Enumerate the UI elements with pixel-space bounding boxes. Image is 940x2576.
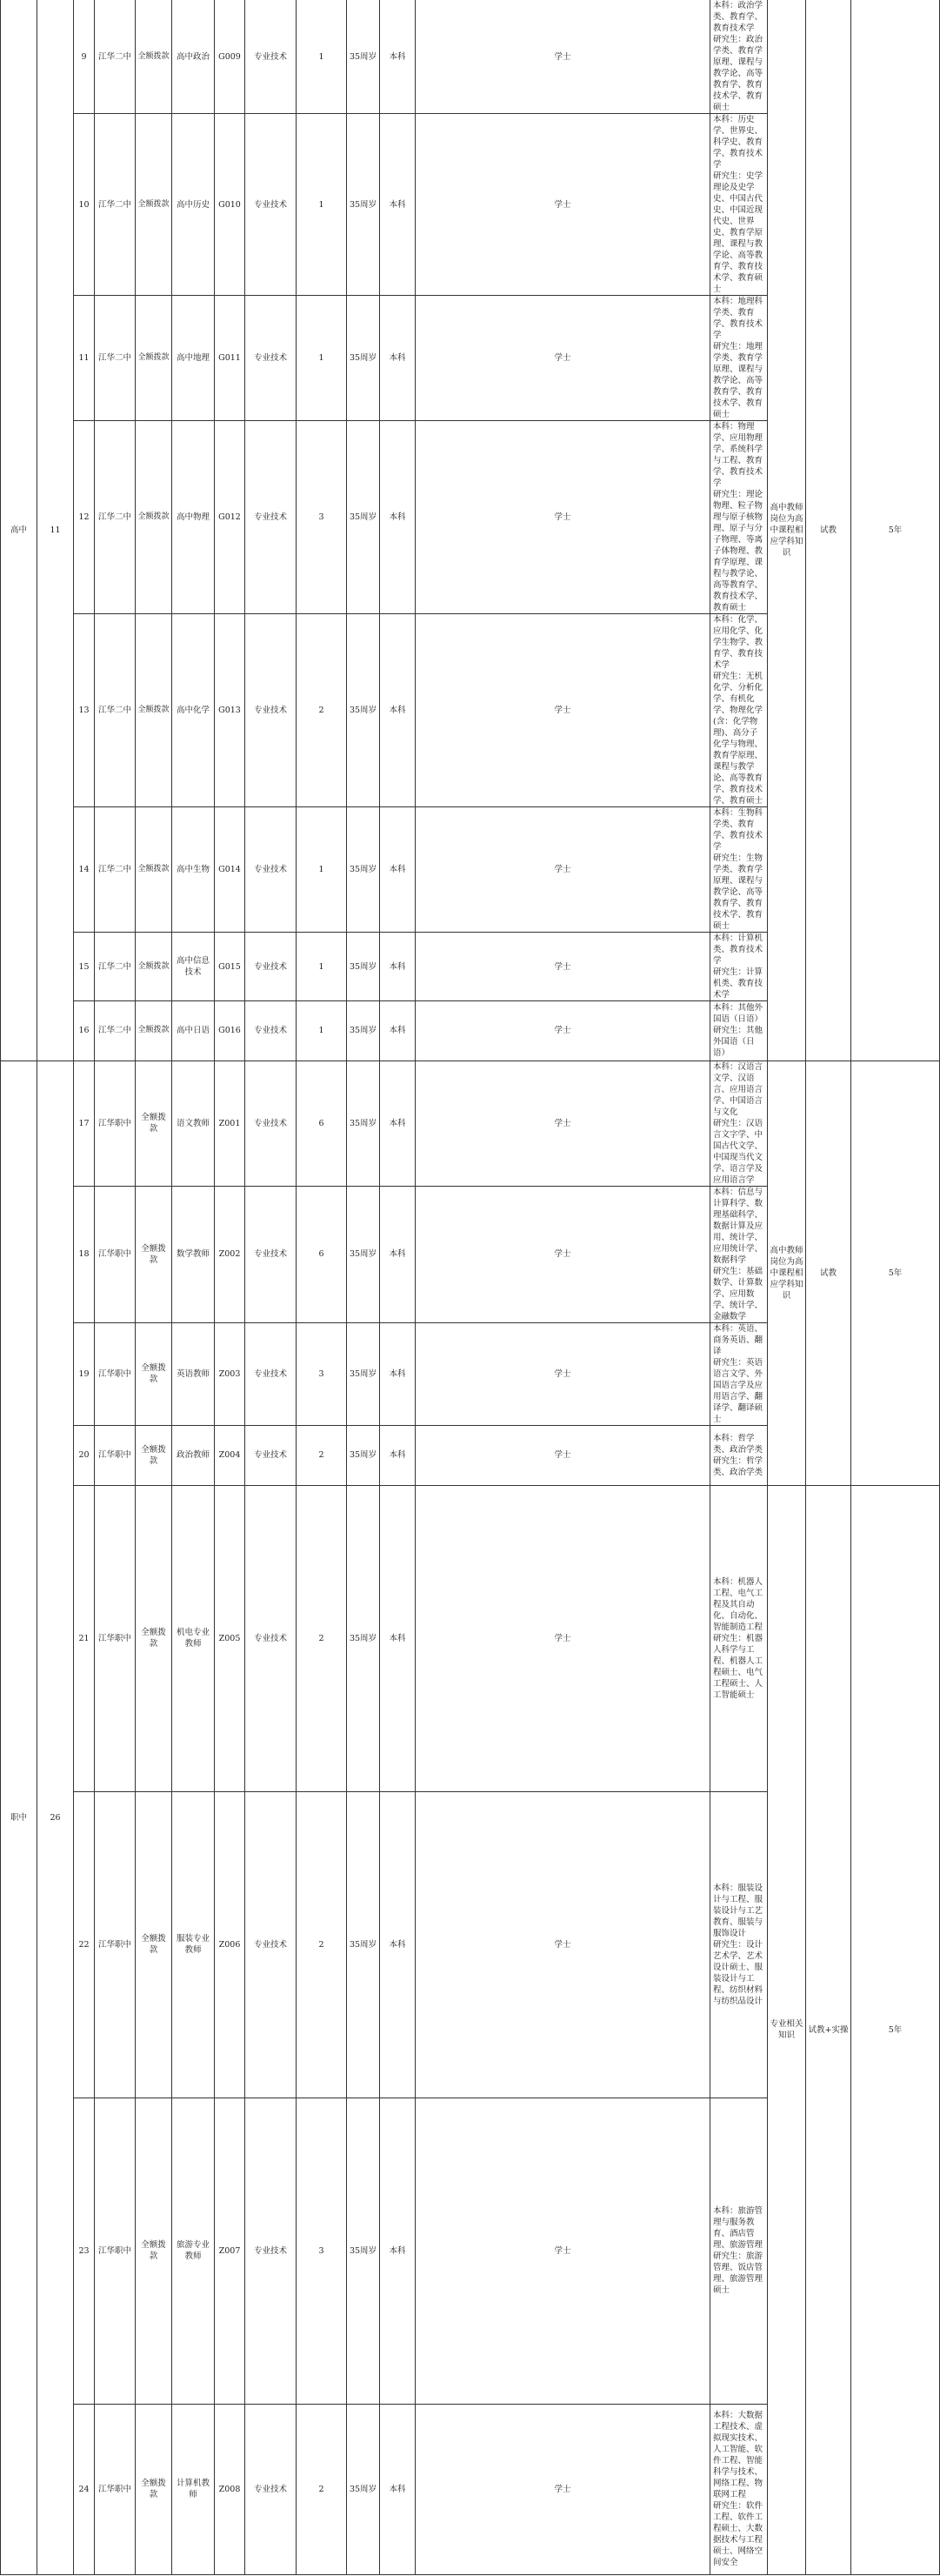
number-cell: 1 <box>297 807 347 933</box>
category-cell: 专业技术 <box>245 1186 297 1322</box>
major-requirement-cell <box>710 1001 768 1061</box>
school-cell: 江华二中 <box>95 1001 136 1061</box>
major-requirement-cell <box>710 1425 768 1485</box>
number-cell: 3 <box>297 2098 347 2404</box>
age-cell: 35周岁 <box>347 296 380 421</box>
funding-cell: 全额拨款 <box>136 1425 172 1485</box>
post-cell: 计算机教师 <box>172 2404 215 2574</box>
degree-cell: 学士 <box>416 1425 710 1485</box>
number-cell: 3 <box>297 421 347 614</box>
category-cell: 专业技术 <box>245 933 297 1001</box>
school-cell: 江华职中 <box>95 2098 136 2404</box>
code-cell: G011 <box>215 296 245 421</box>
code-cell: Z007 <box>215 2098 245 2404</box>
exam-content-cell: 高中教师岗位为高中课程相应学科知识 <box>768 1061 806 1485</box>
school-cell: 江华二中 <box>95 421 136 614</box>
code-cell: Z004 <box>215 1425 245 1485</box>
post-cell: 英语教师 <box>172 1322 215 1425</box>
row-number: 19 <box>74 1322 95 1425</box>
education-cell: 本科 <box>380 296 416 421</box>
category-cell: 专业技术 <box>245 1791 297 2098</box>
count-cell: 26 <box>37 1061 74 2574</box>
undergrad-majors: 本科：生物科学类、教育学、教育技术学 <box>713 808 763 852</box>
major-requirement-cell <box>710 1322 768 1425</box>
graduate-majors: 研究生：哲学类、政治学类 <box>713 1455 763 1477</box>
category-cell: 专业技术 <box>245 1322 297 1425</box>
undergrad-majors: 本科：机器人工程、电气工程及其自动化、自动化、智能制造工程 <box>713 1576 763 1632</box>
age-cell: 35周岁 <box>347 807 380 933</box>
funding-cell: 全额拨款 <box>136 1322 172 1425</box>
number-cell: 1 <box>297 114 347 296</box>
funding-cell: 全额拨款 <box>136 933 172 1001</box>
school-cell: 江华职中 <box>95 1425 136 1485</box>
education-cell: 本科 <box>380 114 416 296</box>
age-cell: 35周岁 <box>347 421 380 614</box>
undergrad-majors: 本科：政治学类、教育学、教育技术学 <box>713 1 763 33</box>
table-row <box>1 1061 940 1186</box>
row-number: 21 <box>74 1485 95 1791</box>
degree-cell: 学士 <box>416 614 710 807</box>
undergrad-majors: 本科：化学、应用化学、化学生物学、教育学、教育技术学 <box>713 615 763 670</box>
age-cell: 35周岁 <box>347 1061 380 1186</box>
row-number: 24 <box>74 2404 95 2574</box>
code-cell: G012 <box>215 421 245 614</box>
age-cell: 35周岁 <box>347 933 380 1001</box>
graduate-majors: 研究生：史学理论及史学史、中国古代史、中国近现代史、世界史、教育学原理、课程与教学论、高等教育学、教育技术学、教育硕士 <box>713 171 763 294</box>
undergrad-majors: 本科：历史学、世界史、科学史、教育学、教育技术学 <box>713 115 763 170</box>
row-number: 14 <box>74 807 95 933</box>
major-requirement-cell <box>710 421 768 614</box>
post-cell: 语文教师 <box>172 1061 215 1186</box>
row-number: 11 <box>74 296 95 421</box>
category-cell: 专业技术 <box>245 807 297 933</box>
category-cell: 专业技术 <box>245 1485 297 1791</box>
code-cell: G009 <box>215 0 245 114</box>
row-number: 15 <box>74 933 95 1001</box>
number-cell: 2 <box>297 1791 347 2098</box>
school-cell: 江华二中 <box>95 614 136 807</box>
row-number: 12 <box>74 421 95 614</box>
category-cell: 专业技术 <box>245 1001 297 1061</box>
number-cell: 1 <box>297 296 347 421</box>
graduate-majors: 研究生：机器人科学与工程、机器人工程硕士、电气工程硕士、人工智能硕士 <box>713 1633 763 1700</box>
category-cell: 专业技术 <box>245 2404 297 2574</box>
undergrad-majors: 本科：服装设计与工程、服装设计与工艺教育、服装与服饰设计 <box>713 1883 763 1938</box>
row-number: 22 <box>74 1791 95 2098</box>
code-cell: Z008 <box>215 2404 245 2574</box>
funding-cell: 全额拨款 <box>136 2404 172 2574</box>
term-cell: 5年 <box>851 1061 940 1485</box>
education-cell: 本科 <box>380 614 416 807</box>
graduate-majors: 研究生：无机化学、分析化学、有机化学、物理化学(含：化学物理)、高分子化学与物理、教育学原理、课程与教学论、高等教育学、教育技术学、教育硕士 <box>713 672 763 806</box>
category-cell: 专业技术 <box>245 614 297 807</box>
graduate-majors: 研究生：旅游管理、饭店管理、旅游管理硕士 <box>713 2251 763 2296</box>
row-number: 20 <box>74 1425 95 1485</box>
degree-cell: 学士 <box>416 1061 710 1186</box>
age-cell: 35周岁 <box>347 1186 380 1322</box>
category-cell: 专业技术 <box>245 296 297 421</box>
exam-method-cell: 试教+实操 <box>806 1485 851 2574</box>
education-cell: 本科 <box>380 807 416 933</box>
undergrad-majors: 本科：其他外国语（日语） <box>713 1003 763 1025</box>
school-cell: 江华职中 <box>95 1061 136 1186</box>
funding-cell: 全额拨款 <box>136 114 172 296</box>
term-cell: 5年 <box>851 1485 940 2574</box>
major-requirement-cell <box>710 1061 768 1186</box>
funding-cell: 全额拨款 <box>136 0 172 114</box>
exam-content-cell: 专业相关知识 <box>768 1485 806 2574</box>
degree-cell: 学士 <box>416 0 710 114</box>
funding-cell: 全额拨款 <box>136 1001 172 1061</box>
education-cell: 本科 <box>380 0 416 114</box>
graduate-majors: 研究生：理论物理、粒子物理与原子核物理、原子与分子物理、等离子体物理、教育学原理、课程与教学论、高等教育学、教育技术学、教育硕士 <box>713 490 763 612</box>
education-cell: 本科 <box>380 1061 416 1186</box>
number-cell: 6 <box>297 1186 347 1322</box>
post-cell: 政治教师 <box>172 1425 215 1485</box>
code-cell: G016 <box>215 1001 245 1061</box>
graduate-majors: 研究生：其他外国语（日语） <box>713 1026 763 1059</box>
major-requirement-cell <box>710 114 768 296</box>
undergrad-majors: 本科：哲学类、政治学类 <box>713 1433 763 1455</box>
number-cell: 2 <box>297 1485 347 1791</box>
degree-cell: 学士 <box>416 1001 710 1061</box>
age-cell: 35周岁 <box>347 1322 380 1425</box>
term-cell: 5年 <box>851 0 940 1061</box>
graduate-majors: 研究生：设计艺术学、艺术设计硕士、服装设计与工程、纺织材料与纺织品设计 <box>713 1939 763 2006</box>
post-cell: 数学教师 <box>172 1186 215 1322</box>
education-cell: 本科 <box>380 1485 416 1791</box>
age-cell: 35周岁 <box>347 614 380 807</box>
major-requirement-cell <box>710 1791 768 2098</box>
exam-content-cell: 高中教师岗位为高中课程相应学科知识 <box>768 0 806 1061</box>
post-cell: 机电专业教师 <box>172 1485 215 1791</box>
category-cell: 专业技术 <box>245 114 297 296</box>
degree-cell: 学士 <box>416 807 710 933</box>
undergrad-majors: 本科：计算机类、教育技术学 <box>713 933 763 966</box>
age-cell: 35周岁 <box>347 1485 380 1791</box>
undergrad-majors: 本科：信息与计算科学、数理基础科学、数据计算及应用、统计学、应用统计学、数据科学 <box>713 1187 763 1265</box>
major-requirement-cell <box>710 1186 768 1322</box>
number-cell: 2 <box>297 2404 347 2574</box>
education-cell: 本科 <box>380 1186 416 1322</box>
school-cell: 江华二中 <box>95 296 136 421</box>
undergrad-majors: 本科：英语、商务英语、翻译 <box>713 1323 763 1356</box>
age-cell: 35周岁 <box>347 0 380 114</box>
age-cell: 35周岁 <box>347 1001 380 1061</box>
funding-cell: 全额拨款 <box>136 421 172 614</box>
degree-cell: 学士 <box>416 1791 710 2098</box>
category-cell: 专业技术 <box>245 1061 297 1186</box>
school-cell: 江华职中 <box>95 1186 136 1322</box>
school-cell: 江华职中 <box>95 1791 136 2098</box>
funding-cell: 全额拨款 <box>136 807 172 933</box>
school-cell: 江华二中 <box>95 807 136 933</box>
number-cell: 1 <box>297 0 347 114</box>
post-cell: 高中化学 <box>172 614 215 807</box>
post-cell: 高中地理 <box>172 296 215 421</box>
row-number: 16 <box>74 1001 95 1061</box>
degree-cell: 学士 <box>416 933 710 1001</box>
category-cell: 专业技术 <box>245 0 297 114</box>
degree-cell: 学士 <box>416 2098 710 2404</box>
code-cell: G015 <box>215 933 245 1001</box>
level-cell: 职中 <box>1 1061 37 2574</box>
graduate-majors: 研究生：地理学类、教育学原理、课程与教学论、高等教育学、教育技术学、教育硕士 <box>713 342 763 419</box>
graduate-majors: 研究生：生物学类、教育学原理、课程与教学论、高等教育学、教育技术学、教育硕士 <box>713 853 763 931</box>
post-cell: 服装专业教师 <box>172 1791 215 2098</box>
degree-cell: 学士 <box>416 2404 710 2574</box>
degree-cell: 学士 <box>416 1485 710 1791</box>
row-number: 9 <box>74 0 95 114</box>
post-cell: 高中政治 <box>172 0 215 114</box>
education-cell: 本科 <box>380 2404 416 2574</box>
category-cell: 专业技术 <box>245 421 297 614</box>
code-cell: Z002 <box>215 1186 245 1322</box>
count-cell: 11 <box>37 0 74 1061</box>
graduate-majors: 研究生：基础数学、计算数学、应用数学、统计学、金融数学 <box>713 1266 763 1321</box>
age-cell: 35周岁 <box>347 1425 380 1485</box>
graduate-majors: 研究生：计算机类、教育技术学 <box>713 967 763 1000</box>
education-cell: 本科 <box>380 2098 416 2404</box>
age-cell: 35周岁 <box>347 2404 380 2574</box>
education-cell: 本科 <box>380 933 416 1001</box>
code-cell: Z001 <box>215 1061 245 1186</box>
number-cell: 2 <box>297 614 347 807</box>
category-cell: 专业技术 <box>245 2098 297 2404</box>
post-cell: 高中生物 <box>172 807 215 933</box>
graduate-majors: 研究生：软件工程、软件工程硕士、大数据技术与工程硕士、网络空间安全 <box>713 2501 763 2568</box>
education-cell: 本科 <box>380 1425 416 1485</box>
undergrad-majors: 本科：物理学、应用物理学、系统科学与工程、教育学、教育技术学 <box>713 422 763 488</box>
number-cell: 1 <box>297 933 347 1001</box>
post-cell: 高中日语 <box>172 1001 215 1061</box>
funding-cell: 全额拨款 <box>136 1485 172 1791</box>
graduate-majors: 研究生：英语语言文学、外国语言学及应用语言学、翻译学、翻译硕士 <box>713 1357 763 1424</box>
funding-cell: 全额拨款 <box>136 614 172 807</box>
degree-cell: 学士 <box>416 1322 710 1425</box>
graduate-majors: 研究生：汉语言文字学、中国古代文学、中国现当代文学、语言学及应用语言学 <box>713 1118 763 1185</box>
undergrad-majors: 本科：汉语言文学、汉语言、应用语言学、中国语言与文化 <box>713 1061 763 1117</box>
graduate-majors: 研究生：政治学类、教育学原理、课程与教学论、高等教育学、教育技术学、教育硕士 <box>713 35 763 112</box>
school-cell: 江华职中 <box>95 1322 136 1425</box>
education-cell: 本科 <box>380 1322 416 1425</box>
number-cell: 6 <box>297 1061 347 1186</box>
major-requirement-cell <box>710 614 768 807</box>
table-row <box>1 1485 940 1791</box>
row-number: 18 <box>74 1186 95 1322</box>
number-cell: 2 <box>297 1425 347 1485</box>
row-number: 23 <box>74 2098 95 2404</box>
post-cell: 高中历史 <box>172 114 215 296</box>
row-number: 13 <box>74 614 95 807</box>
school-cell: 江华职中 <box>95 1485 136 1791</box>
funding-cell: 全额拨款 <box>136 1061 172 1186</box>
major-requirement-cell <box>710 0 768 114</box>
row-number: 10 <box>74 114 95 296</box>
major-requirement-cell <box>710 296 768 421</box>
number-cell: 1 <box>297 1001 347 1061</box>
code-cell: Z006 <box>215 1791 245 2098</box>
exam-method-cell: 试教 <box>806 1061 851 1485</box>
code-cell: Z005 <box>215 1485 245 1791</box>
undergrad-majors: 本科：大数据工程技术、虚拟现实技术、人工智能、软件工程、智能科学与技术、网络工程、物联网工程 <box>713 2411 763 2500</box>
major-requirement-cell <box>710 2098 768 2404</box>
funding-cell: 全额拨款 <box>136 1791 172 2098</box>
category-cell: 专业技术 <box>245 1425 297 1485</box>
major-requirement-cell <box>710 807 768 933</box>
exam-method-cell: 试教 <box>806 0 851 1061</box>
degree-cell: 学士 <box>416 114 710 296</box>
age-cell: 35周岁 <box>347 2098 380 2404</box>
number-cell: 3 <box>297 1322 347 1425</box>
degree-cell: 学士 <box>416 421 710 614</box>
code-cell: Z003 <box>215 1322 245 1425</box>
school-cell: 江华二中 <box>95 0 136 114</box>
degree-cell: 学士 <box>416 1186 710 1322</box>
age-cell: 35周岁 <box>347 114 380 296</box>
funding-cell: 全额拨款 <box>136 2098 172 2404</box>
code-cell: G014 <box>215 807 245 933</box>
school-cell: 江华二中 <box>95 114 136 296</box>
major-requirement-cell <box>710 2404 768 2574</box>
post-cell: 高中物理 <box>172 421 215 614</box>
post-cell: 高中信息技术 <box>172 933 215 1001</box>
degree-cell: 学士 <box>416 296 710 421</box>
education-cell: 本科 <box>380 421 416 614</box>
row-number: 17 <box>74 1061 95 1186</box>
code-cell: G013 <box>215 614 245 807</box>
funding-cell: 全额拨款 <box>136 296 172 421</box>
education-cell: 本科 <box>380 1791 416 2098</box>
education-cell: 本科 <box>380 1001 416 1061</box>
age-cell: 35周岁 <box>347 1791 380 2098</box>
level-cell: 高中 <box>1 0 37 1061</box>
school-cell: 江华二中 <box>95 933 136 1001</box>
major-requirement-cell <box>710 933 768 1001</box>
funding-cell: 全额拨款 <box>136 1186 172 1322</box>
undergrad-majors: 本科：旅游管理与服务教育、酒店管理、旅游管理 <box>713 2206 763 2251</box>
table-row <box>1 0 940 114</box>
school-cell: 江华职中 <box>95 2404 136 2574</box>
code-cell: G010 <box>215 114 245 296</box>
post-cell: 旅游专业教师 <box>172 2098 215 2404</box>
undergrad-majors: 本科：地理科学类、教育学、教育技术学 <box>713 297 763 340</box>
major-requirement-cell <box>710 1485 768 1791</box>
